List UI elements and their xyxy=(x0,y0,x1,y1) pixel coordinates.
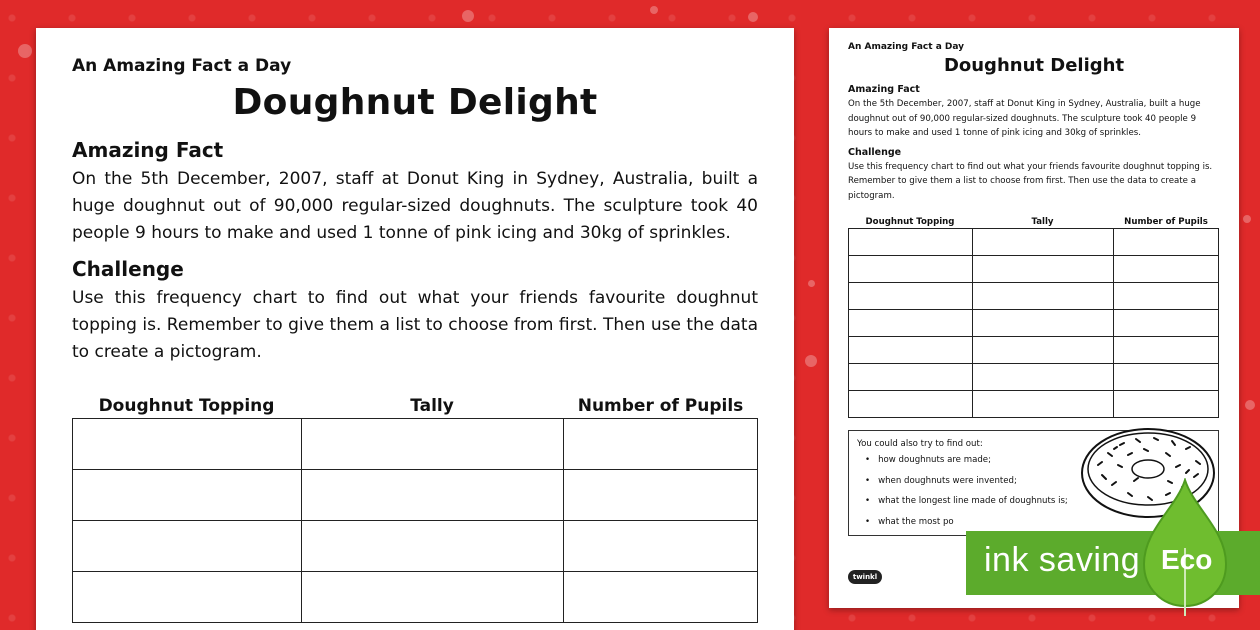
table-cell[interactable] xyxy=(973,283,1114,310)
table-cell[interactable] xyxy=(1114,391,1219,418)
twinkl-logo: twinkl xyxy=(848,570,882,584)
table-cell[interactable] xyxy=(1114,229,1219,256)
column-header-topping: Doughnut Topping xyxy=(865,217,955,227)
table-cell[interactable] xyxy=(973,229,1114,256)
list-item: • how doughnuts are made; xyxy=(857,455,1210,476)
table-cell[interactable] xyxy=(849,337,973,364)
table-row xyxy=(849,391,1219,418)
table-cell[interactable] xyxy=(73,572,302,623)
background-dot xyxy=(462,10,474,22)
table-cell[interactable] xyxy=(973,256,1114,283)
background-dot xyxy=(650,6,658,14)
table-cell[interactable] xyxy=(564,419,758,470)
table-cell[interactable] xyxy=(1114,310,1219,337)
table-row xyxy=(849,337,1219,364)
column-header-topping: Doughnut Topping xyxy=(98,396,275,416)
table-row xyxy=(849,256,1219,283)
column-header-tally: Tally xyxy=(410,396,454,416)
table-cell[interactable] xyxy=(849,229,973,256)
list-item: • what the most po xyxy=(857,517,1210,538)
table-cell[interactable] xyxy=(849,364,973,391)
table-cell[interactable] xyxy=(849,310,973,337)
table-cell[interactable] xyxy=(73,419,302,470)
background-dot xyxy=(1243,215,1251,223)
table-row xyxy=(849,364,1219,391)
table-cell[interactable] xyxy=(849,256,973,283)
table-cell[interactable] xyxy=(973,391,1114,418)
frequency-table xyxy=(848,228,1219,418)
challenge-text: Use this frequency chart to find out what your friends favourite doughnut topping is. Remember to give them a list to choose from first. Then use the data to create a pictogram. xyxy=(72,288,758,362)
table-row xyxy=(849,283,1219,310)
table-row xyxy=(849,310,1219,337)
column-header-pupils: Number of Pupils xyxy=(1124,217,1208,227)
column-header-pupils: Number of Pupils xyxy=(577,396,744,416)
table-cell[interactable] xyxy=(973,364,1114,391)
frequency-table xyxy=(72,418,758,623)
fact-heading: Amazing Fact xyxy=(72,138,224,162)
challenge-heading: Challenge xyxy=(848,146,902,158)
table-cell[interactable] xyxy=(302,521,564,572)
background-dot xyxy=(1245,400,1255,410)
table-cell[interactable] xyxy=(564,470,758,521)
background-dot xyxy=(805,355,817,367)
table-cell[interactable] xyxy=(1114,283,1219,310)
table-cell[interactable] xyxy=(564,521,758,572)
table-cell[interactable] xyxy=(1114,337,1219,364)
worksheet-page-large xyxy=(36,28,794,630)
extension-intro: You could also try to find out: xyxy=(857,439,983,449)
table-row xyxy=(849,229,1219,256)
column-header-tally: Tally xyxy=(1031,217,1054,227)
table-row xyxy=(73,470,758,521)
table-row xyxy=(73,572,758,623)
table-header xyxy=(72,396,758,418)
table-cell[interactable] xyxy=(564,572,758,623)
table-cell[interactable] xyxy=(973,310,1114,337)
background-dot xyxy=(18,44,32,58)
eco-label: Eco xyxy=(1161,544,1213,575)
background-dot xyxy=(808,280,815,287)
table-row xyxy=(73,521,758,572)
fact-heading: Amazing Fact xyxy=(848,84,920,95)
table-cell[interactable] xyxy=(302,572,564,623)
challenge-text: Use this frequency chart to find out what your friends favourite doughnut topping is. Remember to give them a list to choose from first. Then use the data to create a pictogram. xyxy=(848,161,1213,201)
list-item: • what the longest line made of doughnuts is; xyxy=(857,496,1210,517)
table-cell[interactable] xyxy=(302,470,564,521)
fact-text: On the 5th December, 2007, staff at Donut King in Sydney, Australia, built a huge doughnut out of 90,000 regular-sized doughnuts. The sculpture took 40 people 9 hours to make and used 1 tonne of pink icing and 30kg of sprinkles. xyxy=(848,99,1201,138)
challenge-heading: Challenge xyxy=(72,257,184,281)
table-cell[interactable] xyxy=(849,391,973,418)
table-header xyxy=(848,217,1220,228)
page-title: Doughnut Delight xyxy=(943,55,1125,76)
list-item: • when doughnuts were invented; xyxy=(857,476,1210,497)
table-cell[interactable] xyxy=(1114,256,1219,283)
fact-text: On the 5th December, 2007, staff at Donut King in Sydney, Australia, built a huge doughnut out of 90,000 regular-sized doughnuts. The sculpture took 40 people 9 hours to make and used 1 tonne of pink icing and 30kg of sprinkles. xyxy=(72,169,758,243)
table-cell[interactable] xyxy=(73,521,302,572)
table-row xyxy=(73,419,758,470)
series-title: An Amazing Fact a Day xyxy=(848,42,965,52)
page-title: Doughnut Delight xyxy=(232,82,598,123)
ink-saving-text: ink saving xyxy=(984,541,1141,579)
table-cell[interactable] xyxy=(973,337,1114,364)
table-cell[interactable] xyxy=(849,283,973,310)
table-cell[interactable] xyxy=(302,419,564,470)
background-dot xyxy=(748,12,758,22)
table-cell[interactable] xyxy=(1114,364,1219,391)
table-cell[interactable] xyxy=(73,470,302,521)
series-title: An Amazing Fact a Day xyxy=(72,56,292,76)
